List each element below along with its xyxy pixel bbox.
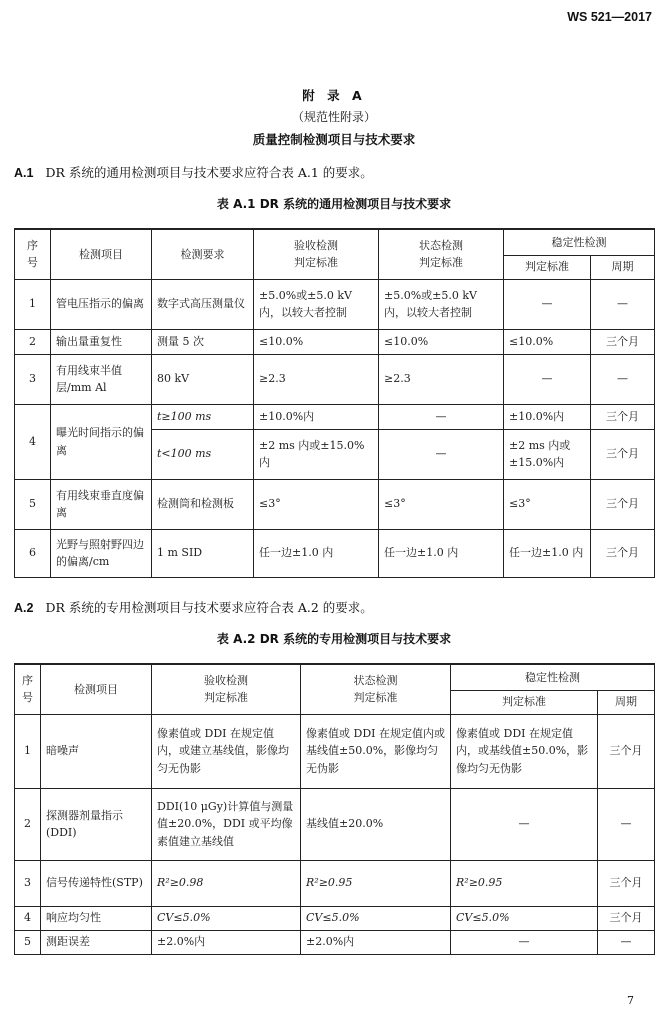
cell-state: ±2.0%内 — [301, 930, 451, 954]
cell-acceptance: 像素值或 DDI 在规定值内，或建立基线值，影像均匀无伪影 — [152, 714, 301, 788]
cell-period: — — [598, 930, 655, 954]
cell-stability-standard: CV≤5.0% — [451, 906, 598, 930]
cell-seq: 2 — [15, 329, 51, 354]
cell-period: 三个月 — [591, 479, 655, 529]
cell-stability-standard: R²≥0.95 — [451, 860, 598, 906]
cell-acceptance: CV≤5.0% — [152, 906, 301, 930]
header-stability-period: 周期 — [591, 255, 655, 279]
cell-period: 三个月 — [598, 714, 655, 788]
cell-state: — — [379, 404, 504, 429]
cell-requirement: 检测筒和检测板 — [152, 479, 254, 529]
table-row — [15, 329, 655, 354]
cell-period: — — [591, 279, 655, 329]
document-code: WS 521—2017 — [567, 10, 652, 24]
header-acceptance: 验收检测 判定标准 — [254, 229, 379, 279]
appendix-subtitle: （规范性附录） — [291, 110, 376, 124]
table-row — [15, 479, 655, 529]
cell-item: 曝光时间指示的偏离 — [51, 404, 152, 479]
cell-item: 暗噪声 — [41, 714, 152, 788]
cell-requirement: 测量 5 次 — [152, 329, 254, 354]
page-number: 7 — [627, 994, 634, 1007]
table-row — [15, 354, 655, 404]
cell-stability-standard: — — [451, 930, 598, 954]
cell-acceptance: ≤3° — [254, 479, 379, 529]
cell-stability-standard: 像素值或 DDI 在规定值内，或基线值±50.0%，影像均匀无伪影 — [451, 714, 598, 788]
table-row — [15, 860, 655, 906]
header-stability-standard: 判定标准 — [504, 255, 591, 279]
cell-stability-standard: ±10.0%内 — [504, 404, 591, 429]
cell-period: 三个月 — [598, 906, 655, 930]
appendix-heading: 质量控制检测项目与技术要求 — [252, 132, 416, 147]
header-stability-standard: 判定标准 — [451, 690, 598, 714]
cell-acceptance: ±2.0%内 — [152, 930, 301, 954]
cell-item: 信号传递特性(STP) — [41, 860, 152, 906]
cell-state: 任一边±1.0 内 — [379, 529, 504, 577]
cell-stability-standard: — — [504, 279, 591, 329]
cell-seq: 5 — [15, 930, 41, 954]
cell-seq: 1 — [15, 279, 51, 329]
cell-acceptance: R²≥0.98 — [152, 860, 301, 906]
cell-seq: 3 — [15, 860, 41, 906]
header-item: 检测项目 — [51, 229, 152, 279]
paragraph-a1-text: DR 系统的通用检测项目与技术要求应符合表 A.1 的要求。 — [45, 165, 373, 180]
cell-item: 测距误差 — [41, 930, 152, 954]
cell-requirement: t<100 ms — [152, 429, 254, 479]
cell-stability-standard: — — [451, 788, 598, 860]
cell-state: ≤10.0% — [379, 329, 504, 354]
cell-acceptance: 任一边±1.0 内 — [254, 529, 379, 577]
cell-state: R²≥0.95 — [301, 860, 451, 906]
paragraph-a1-number: A.1 — [14, 166, 34, 180]
table-row — [15, 404, 655, 429]
cell-period: 三个月 — [591, 429, 655, 479]
cell-period: — — [591, 354, 655, 404]
header-stability-period: 周期 — [598, 690, 655, 714]
cell-stability-standard: ±2 ms 内或±15.0%内 — [504, 429, 591, 479]
cell-state: CV≤5.0% — [301, 906, 451, 930]
table-a1-caption: 表 A.1 DR 系统的通用检测项目与技术要求 — [216, 197, 452, 211]
cell-acceptance: ±10.0%内 — [254, 404, 379, 429]
cell-state: ±5.0%或±5.0 kV内，以较大者控制 — [379, 279, 504, 329]
paragraph-a2 — [14, 598, 373, 616]
cell-stability-standard: — — [504, 354, 591, 404]
cell-requirement: 80 kV — [152, 354, 254, 404]
cell-state: ≥2.3 — [379, 354, 504, 404]
cell-seq: 5 — [15, 479, 51, 529]
cell-item: 光野与照射野四边的偏离/cm — [51, 529, 152, 577]
cell-item: 响应均匀性 — [41, 906, 152, 930]
header-state: 状态检测 判定标准 — [379, 229, 504, 279]
cell-item: 输出量重复性 — [51, 329, 152, 354]
header-stability: 稳定性检测 — [504, 229, 655, 255]
table-row — [15, 788, 655, 860]
cell-period: 三个月 — [591, 329, 655, 354]
header-seq: 序 号 — [15, 664, 41, 714]
cell-seq: 2 — [15, 788, 41, 860]
table-row — [15, 714, 655, 788]
cell-seq: 4 — [15, 404, 51, 479]
paragraph-a2-number: A.2 — [14, 601, 34, 615]
header-acceptance: 验收检测 判定标准 — [152, 664, 301, 714]
cell-stability-standard: ≤10.0% — [504, 329, 591, 354]
cell-item: 探测器剂量指示(DDI) — [41, 788, 152, 860]
cell-acceptance: ≥2.3 — [254, 354, 379, 404]
cell-acceptance: ≤10.0% — [254, 329, 379, 354]
cell-acceptance: DDI(10 μGy)计算值与测量值±20.0%，DDI 或平均像素值建立基线值 — [152, 788, 301, 860]
cell-requirement: t≥100 ms — [152, 404, 254, 429]
cell-state: — — [379, 429, 504, 479]
cell-acceptance: ±2 ms 内或±15.0%内 — [254, 429, 379, 479]
paragraph-a1 — [14, 163, 373, 181]
cell-item: 有用线束垂直度偏离 — [51, 479, 152, 529]
cell-acceptance: ±5.0%或±5.0 kV内，以较大者控制 — [254, 279, 379, 329]
table-row — [15, 529, 655, 577]
cell-period: 三个月 — [591, 529, 655, 577]
table-row — [15, 930, 655, 954]
cell-period: — — [598, 788, 655, 860]
cell-item: 管电压指示的偏离 — [51, 279, 152, 329]
cell-seq: 6 — [15, 529, 51, 577]
header-item: 检测项目 — [41, 664, 152, 714]
cell-period: 三个月 — [591, 404, 655, 429]
paragraph-a2-text: DR 系统的专用检测项目与技术要求应符合表 A.2 的要求。 — [45, 600, 373, 615]
cell-seq: 4 — [15, 906, 41, 930]
cell-period: 三个月 — [598, 860, 655, 906]
cell-stability-standard: 任一边±1.0 内 — [504, 529, 591, 577]
table-a1 — [14, 228, 655, 578]
header-state: 状态检测 判定标准 — [301, 664, 451, 714]
cell-requirement: 数字式高压测量仪 — [152, 279, 254, 329]
cell-state: 像素值或 DDI 在规定值内或基线值±50.0%，影像均匀无伪影 — [301, 714, 451, 788]
cell-item: 有用线束半值层/mm Al — [51, 354, 152, 404]
cell-seq: 1 — [15, 714, 41, 788]
cell-state: ≤3° — [379, 479, 504, 529]
cell-stability-standard: ≤3° — [504, 479, 591, 529]
table-a2 — [14, 663, 655, 955]
header-seq: 序 号 — [15, 229, 51, 279]
cell-seq: 3 — [15, 354, 51, 404]
header-requirement: 检测要求 — [152, 229, 254, 279]
header-stability: 稳定性检测 — [451, 664, 655, 690]
cell-state: 基线值±20.0% — [301, 788, 451, 860]
cell-requirement: 1 m SID — [152, 529, 254, 577]
table-a2-caption: 表 A.2 DR 系统的专用检测项目与技术要求 — [216, 632, 452, 646]
appendix-title: 附 录 A — [302, 88, 366, 103]
table-row — [15, 279, 655, 329]
table-row — [15, 906, 655, 930]
